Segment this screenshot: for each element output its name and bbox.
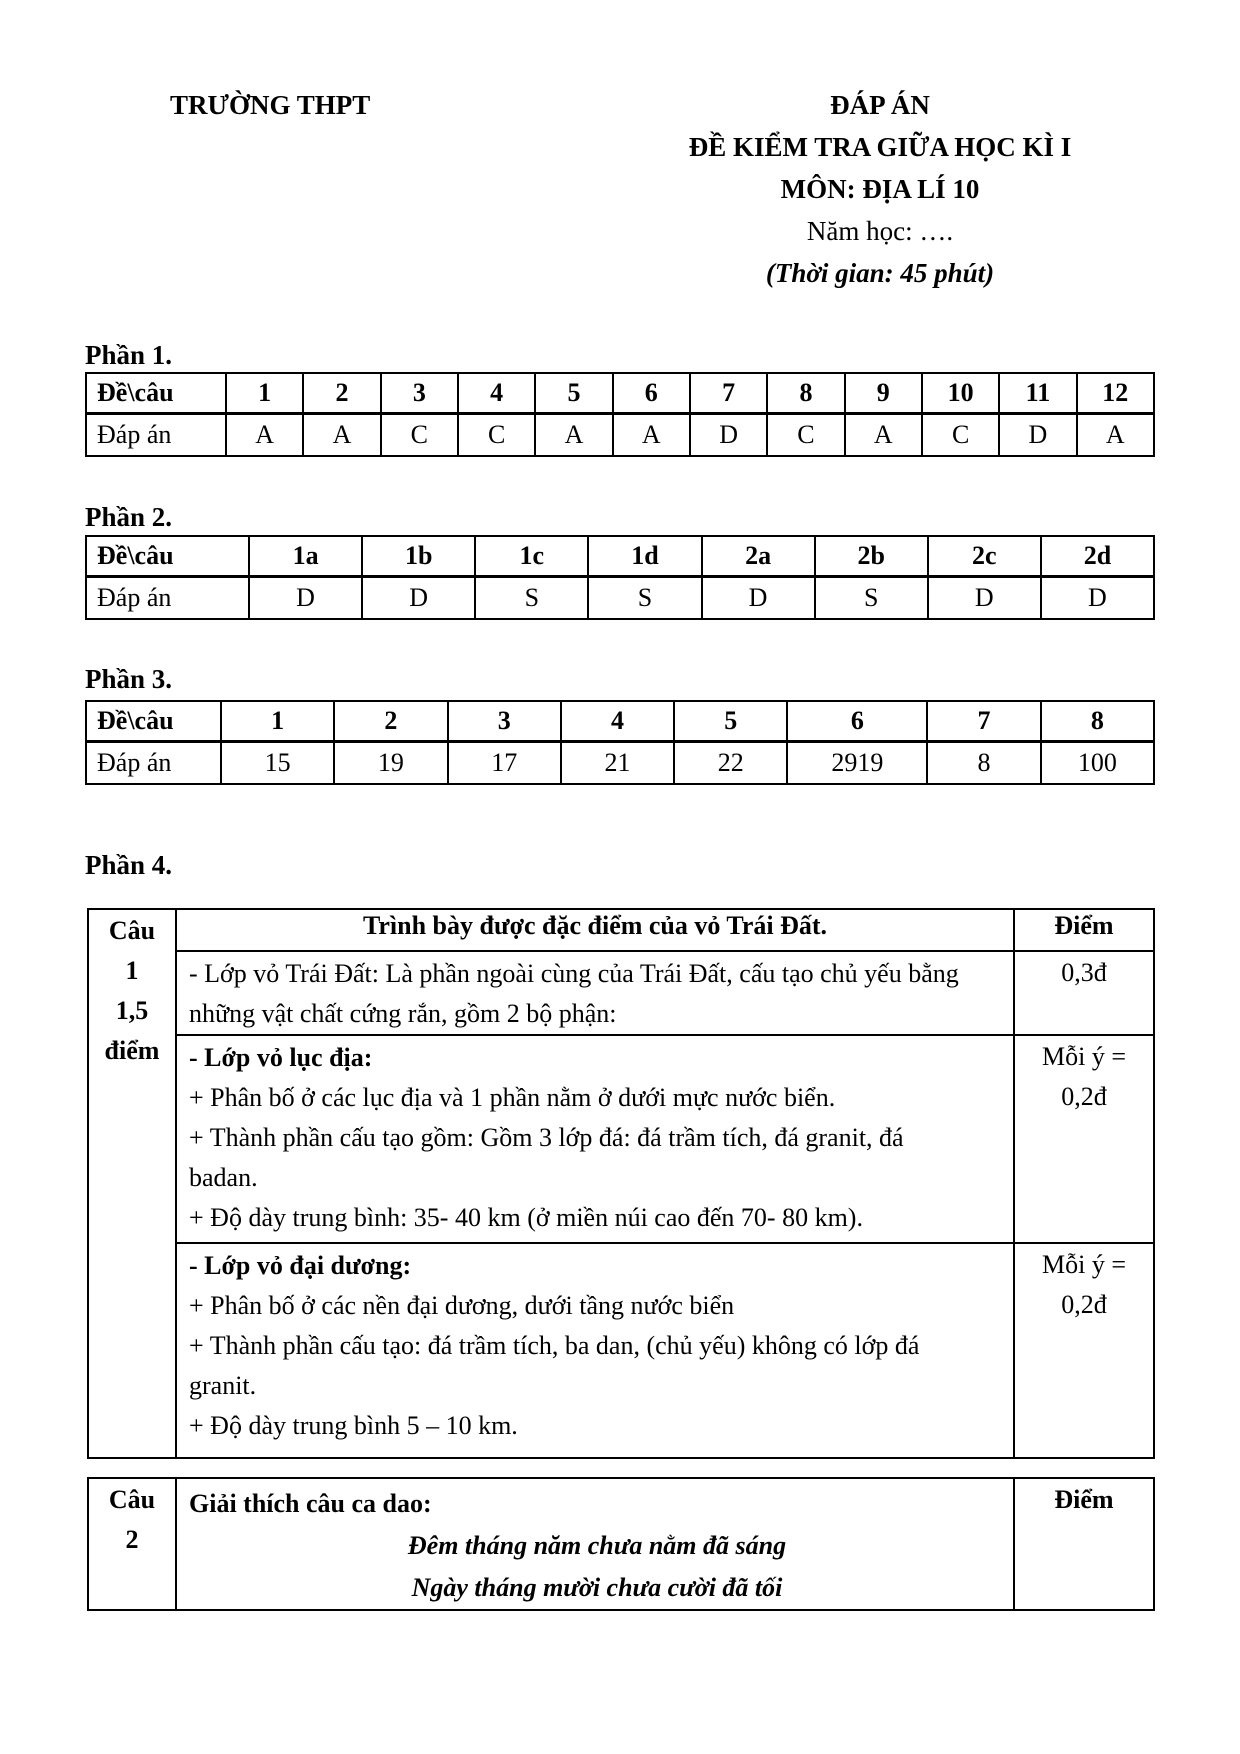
- part1-question-cell: 3: [381, 373, 458, 413]
- folk-verse-line: Đêm tháng năm chưa nằm đã sáng: [407, 1531, 787, 1560]
- question1-row2-content: [176, 1035, 1014, 1243]
- part3-question-cell: 4: [561, 701, 674, 741]
- part2-answer-cell: D: [249, 576, 362, 619]
- part3-question-cell: 5: [674, 701, 787, 741]
- question1-row3: [88, 1243, 1154, 1458]
- part1-answer-row: [86, 413, 1154, 456]
- part3-question-cell: 1: [221, 701, 334, 741]
- part1-question-cell: 11: [999, 373, 1076, 413]
- rubric-text-line: + Thành phần cấu tạo: đá trầm tích, ba dan, (chủ yếu) không có lớp đá: [189, 1331, 920, 1360]
- question1-row2: [88, 1035, 1154, 1243]
- part2-question-cell: 1a: [249, 536, 362, 576]
- part1-heading: Phần 1.: [85, 340, 173, 370]
- part4-heading: Phần 4.: [85, 850, 173, 880]
- part2-question-cell: 2a: [702, 536, 815, 576]
- question1-row1-score: 0,3đ: [1014, 951, 1154, 1035]
- school-year-line: Năm học: ….: [806, 216, 954, 246]
- part3-table: [85, 700, 1155, 785]
- part1-question-cell: 12: [1077, 373, 1154, 413]
- part2-answer-cell: S: [815, 576, 928, 619]
- part1-question-cell: 10: [922, 373, 999, 413]
- part1-answer-cell: A: [226, 413, 303, 456]
- question2-row: [88, 1478, 1154, 1610]
- part3-answer-row: [86, 741, 1154, 784]
- rubric-text-line: + Phân bố ở các lục địa và 1 phần nằm ở dưới mực nước biển.: [189, 1083, 836, 1112]
- part2-table: [85, 535, 1155, 620]
- question1-row3-score: [1014, 1243, 1154, 1458]
- part1-answer-cell: D: [690, 413, 767, 456]
- part2-answer-cell: D: [362, 576, 475, 619]
- question2-rubric-table: [87, 1477, 1155, 1611]
- part2-question-cell: 1b: [362, 536, 475, 576]
- part2-question-cell: 1d: [588, 536, 701, 576]
- part2-question-cell: 2c: [928, 536, 1041, 576]
- score-line: 0,2đ: [1061, 1290, 1107, 1319]
- part3-question-cell: 8: [1041, 701, 1154, 741]
- part1-question-cell: 1: [226, 373, 303, 413]
- part1-question-row: [86, 373, 1154, 413]
- rubric-text-line: + Độ dày trung bình 5 – 10 km.: [189, 1411, 518, 1440]
- duration-line: (Thời gian: 45 phút): [765, 258, 995, 288]
- question1-row1: [88, 951, 1154, 1035]
- part1-answer-label: Đáp án: [86, 413, 226, 456]
- part3-answer-cell: 2919: [787, 741, 927, 784]
- part2-answer-cell: D: [928, 576, 1041, 619]
- part1-answer-cell: A: [845, 413, 922, 456]
- part1-answer-cell: A: [535, 413, 612, 456]
- part3-answer-cell: 100: [1041, 741, 1154, 784]
- rubric-text-line: + Độ dày trung bình: 35- 40 km (ở miền núi cao đến 70- 80 km).: [189, 1203, 863, 1232]
- question1-label-line: điểm: [104, 1036, 160, 1065]
- part2-question-cell: 2b: [815, 536, 928, 576]
- question2-label-cell: [88, 1478, 176, 1610]
- rubric-text-line: + Phân bố ở các nền đại dương, dưới tầng nước biển: [189, 1291, 735, 1320]
- part1-answer-cell: C: [767, 413, 844, 456]
- question1-label-line: 1,5: [115, 996, 149, 1025]
- part1-answer-cell: C: [922, 413, 999, 456]
- part3-question-cell: 3: [448, 701, 561, 741]
- question2-content: [176, 1478, 1014, 1610]
- part2-answer-cell: S: [588, 576, 701, 619]
- part3-question-cell: 7: [927, 701, 1040, 741]
- question1-rubric-table: [87, 908, 1155, 1459]
- part3-question-cell: 6: [787, 701, 927, 741]
- rubric-text-line: granit.: [189, 1371, 257, 1400]
- part2-answer-cell: D: [702, 576, 815, 619]
- subject-line: MÔN: ĐỊA LÍ 10: [780, 174, 980, 204]
- question1-row2-score: [1014, 1035, 1154, 1243]
- part1-answer-cell: D: [999, 413, 1076, 456]
- part1-question-cell: 8: [767, 373, 844, 413]
- question1-label-line: Câu: [108, 916, 156, 945]
- part3-answer-cell: 8: [927, 741, 1040, 784]
- part3-answer-cell: 22: [674, 741, 787, 784]
- part1-question-cell: 6: [613, 373, 690, 413]
- question1-row3-content: [176, 1243, 1014, 1458]
- question2-intro: Giải thích câu ca dao:: [189, 1489, 432, 1518]
- part1-answer-cell: A: [303, 413, 380, 456]
- part2-corner-cell: Đề\câu: [86, 536, 249, 576]
- score-line: Mỗi ý =: [1041, 1042, 1126, 1071]
- rubric-text-line: + Thành phần cấu tạo gồm: Gồm 3 lớp đá: đá trầm tích, đá granit, đá: [189, 1123, 904, 1152]
- part3-answer-cell: 21: [561, 741, 674, 784]
- question2-label-line: 2: [125, 1525, 139, 1554]
- part1-question-cell: 4: [458, 373, 535, 413]
- question1-criteria-header: Trình bày được đặc điểm của vỏ Trái Đất.: [176, 909, 1014, 951]
- part1-question-cell: 5: [535, 373, 612, 413]
- part1-table: [85, 372, 1155, 457]
- rubric-subheading: - Lớp vỏ lục địa:: [189, 1043, 373, 1072]
- question1-row1-content: [176, 951, 1014, 1035]
- question2-label-line: Câu: [108, 1485, 156, 1514]
- part2-answer-label: Đáp án: [86, 576, 249, 619]
- answer-key-title: ĐÁP ÁN: [830, 90, 930, 120]
- rubric-subheading: - Lớp vỏ đại dương:: [189, 1251, 412, 1280]
- part2-answer-cell: D: [1041, 576, 1154, 619]
- rubric-text-line: badan.: [189, 1163, 258, 1192]
- part3-heading: Phần 3.: [85, 664, 173, 694]
- document-header: [560, 84, 1200, 294]
- part1-answer-cell: A: [613, 413, 690, 456]
- part3-answer-cell: 15: [221, 741, 334, 784]
- part2-question-cell: 1c: [475, 536, 588, 576]
- score-line: Mỗi ý =: [1041, 1250, 1126, 1279]
- rubric-text-line: - Lớp vỏ Trái Đất: Là phần ngoài cùng của Trái Đất, cấu tạo chủ yếu bằng: [189, 959, 959, 988]
- part1-corner-cell: Đề\câu: [86, 373, 226, 413]
- part2-answer-cell: S: [475, 576, 588, 619]
- part1-answer-cell: A: [1077, 413, 1154, 456]
- question2-points-header: Điểm: [1014, 1478, 1154, 1610]
- question1-header-row: [88, 909, 1154, 951]
- part3-answer-cell: 17: [448, 741, 561, 784]
- part1-answer-cell: C: [381, 413, 458, 456]
- folk-verse-line: Ngày tháng mười chưa cười đã tối: [411, 1573, 783, 1602]
- part2-answer-row: [86, 576, 1154, 619]
- part3-question-row: [86, 701, 1154, 741]
- part2-heading: Phần 2.: [85, 502, 173, 532]
- score-line: 0,2đ: [1061, 1082, 1107, 1111]
- question1-points-header: Điểm: [1014, 909, 1154, 951]
- part3-corner-cell: Đề\câu: [86, 701, 221, 741]
- exam-title: ĐỀ KIỂM TRA GIỮA HỌC KÌ I: [688, 132, 1072, 162]
- school-name: TRƯỜNG THPT: [170, 90, 371, 120]
- rubric-text-line: những vật chất cứng rắn, gồm 2 bộ phận:: [189, 999, 617, 1028]
- part2-question-cell: 2d: [1041, 536, 1154, 576]
- part3-question-cell: 2: [334, 701, 447, 741]
- question1-label-cell: [88, 909, 176, 1458]
- part3-answer-label: Đáp án: [86, 741, 221, 784]
- part1-answer-cell: C: [458, 413, 535, 456]
- part2-question-row: [86, 536, 1154, 576]
- question1-label-line: 1: [125, 956, 139, 985]
- part1-question-cell: 9: [845, 373, 922, 413]
- part1-question-cell: 7: [690, 373, 767, 413]
- part3-answer-cell: 19: [334, 741, 447, 784]
- part1-question-cell: 2: [303, 373, 380, 413]
